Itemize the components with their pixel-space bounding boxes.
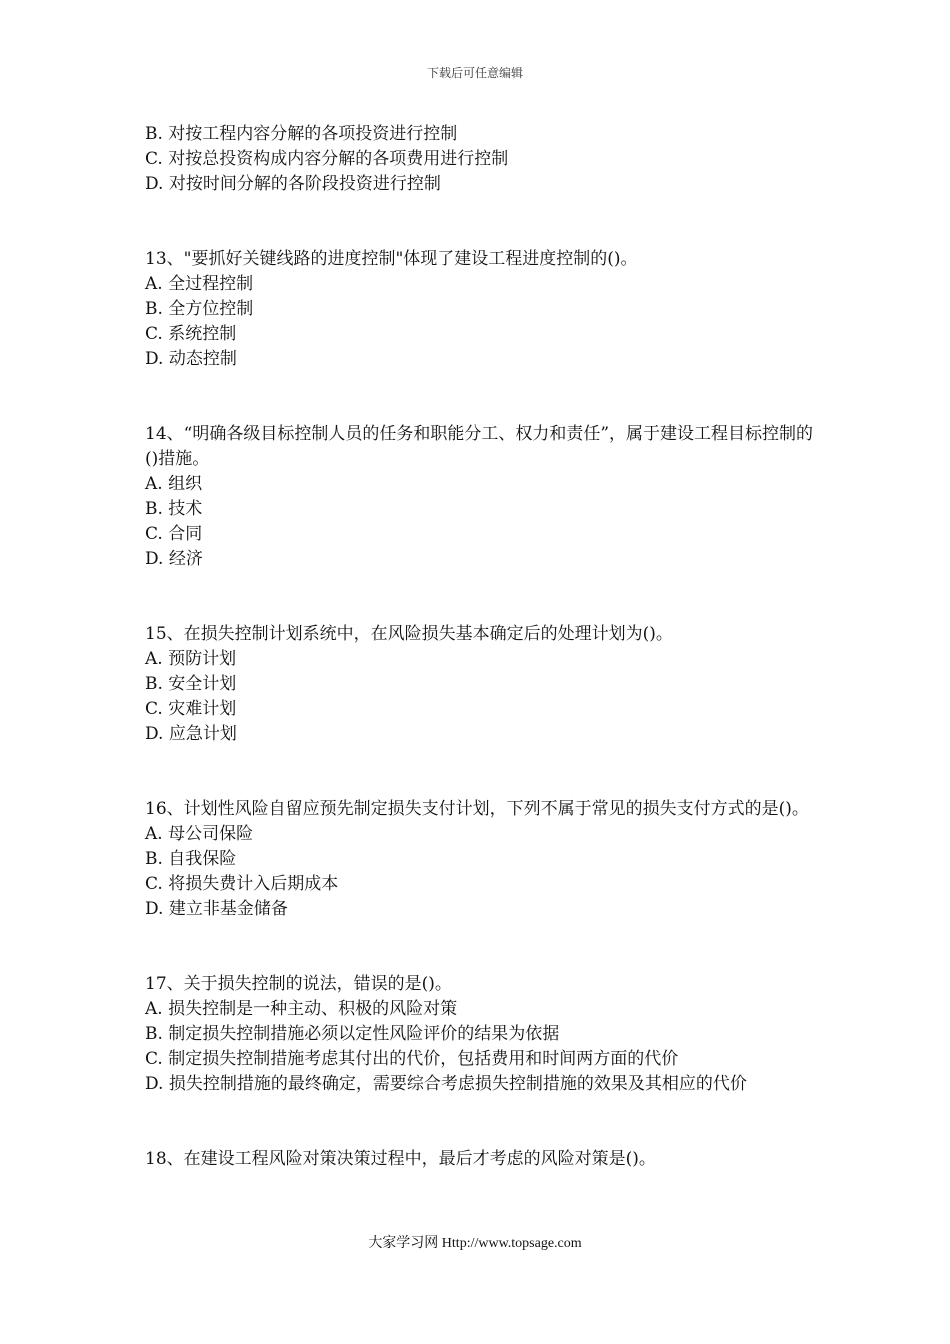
question-17 (145, 972, 815, 1097)
option-c: C. 合同 (145, 524, 203, 544)
option-b: B. 全方位控制 (145, 299, 254, 319)
question-stem: 13、"要抓好关键线路的进度控制"体现了建设工程进度控制的()。 (145, 249, 638, 269)
previous-question-options (145, 122, 815, 197)
page-header: 下载后可任意编辑 (426, 66, 523, 80)
question-stem: 18、在建设工程风险对策决策过程中，最后才考虑的风险对策是()。 (145, 1149, 656, 1169)
option-b: B. 安全计划 (145, 674, 237, 694)
option-d: D. 应急计划 (145, 724, 237, 744)
page-footer: 大家学习网 Http://www.topsage.com (368, 1236, 582, 1251)
option-a: A. 预防计划 (145, 649, 237, 669)
option-b: B. 对按工程内容分解的各项投资进行控制 (145, 124, 458, 144)
question-16 (145, 797, 815, 922)
option-c: C. 灾难计划 (145, 699, 237, 719)
option-a: A. 母公司保险 (145, 824, 254, 844)
option-a: A. 损失控制是一种主动、积极的风险对策 (145, 999, 458, 1019)
question-stem: 15、在损失控制计划系统中，在风险损失基本确定后的处理计划为()。 (145, 624, 673, 644)
option-d: D. 动态控制 (145, 349, 237, 369)
question-14 (145, 422, 815, 572)
question-18 (145, 1147, 815, 1172)
option-b: B. 制定损失控制措施必须以定性风险评价的结果为依据 (145, 1024, 560, 1044)
option-a: A. 组织 (145, 474, 203, 494)
option-d: D. 对按时间分解的各阶段投资进行控制 (145, 174, 441, 194)
option-c: C. 系统控制 (145, 324, 237, 344)
option-d: D. 经济 (145, 549, 203, 569)
question-15 (145, 622, 815, 747)
option-d: D. 建立非基金储备 (145, 899, 288, 919)
question-stem: 16、计划性风险自留应预先制定损失支付计划，下列不属于常见的损失支付方式的是()。 (145, 799, 809, 819)
question-stem: 14、“明确各级目标控制人员的任务和职能分工、权力和责任”，属于建设工程目标控制的()措施。 (145, 424, 814, 469)
option-a: A. 全过程控制 (145, 274, 254, 294)
option-c: C. 将损失费计入后期成本 (145, 874, 339, 894)
option-c: C. 对按总投资构成内容分解的各项费用进行控制 (145, 149, 509, 169)
option-b: B. 自我保险 (145, 849, 237, 869)
option-c: C. 制定损失控制措施考虑其付出的代价，包括费用和时间两方面的代价 (145, 1049, 679, 1069)
question-13 (145, 247, 815, 372)
option-d: D. 损失控制措施的最终确定，需要综合考虑损失控制措施的效果及其相应的代价 (145, 1074, 747, 1094)
option-b: B. 技术 (145, 499, 203, 519)
document-body (145, 122, 815, 1172)
question-stem: 17、关于损失控制的说法，错误的是()。 (145, 974, 452, 994)
